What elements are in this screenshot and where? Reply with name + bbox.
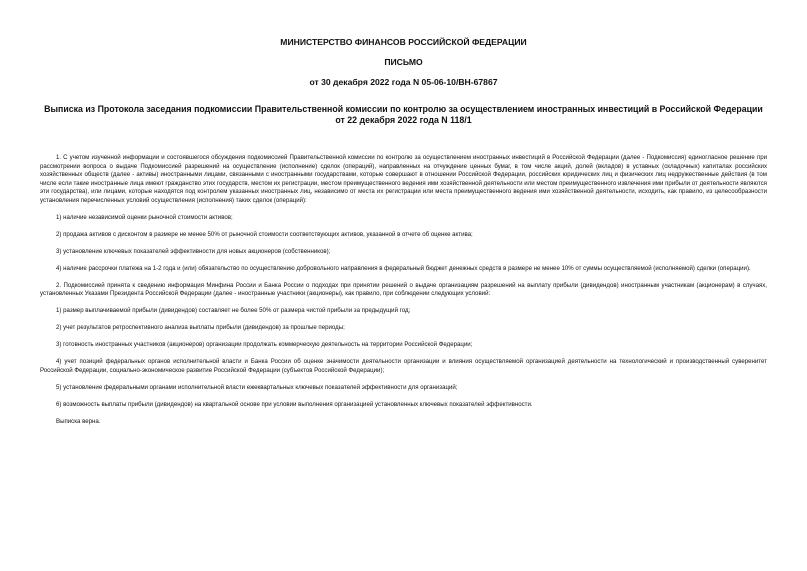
document-type: ПИСЬМО [384,57,423,67]
paragraph-2: 2. Подкомиссией принята к сведению информация Минфина России и Банка России о подходах при принятии решений о выдаче организациям разрешений на выплату прибыли (дивидендов) иностранным участникам (акционерам) в случаях, установленных Указами Президента Российской Федерации (далее - иностранные участники (акционеры), как правило, при соблюдении следующих условий: [40,281,767,298]
paragraph-1-item-2: 2) продажа активов с дисконтом в размере не менее 50% от рыночной стоимости соответствующих активов, указанной в отчете об оценке актива; [56,230,473,238]
document-date-number: от 30 декабря 2022 года N 05-06-10/ВН-67867 [309,77,498,87]
document-title-line-2: от 22 декабря 2022 года N 118/1 [335,115,472,125]
certification-note: Выписка верна. [56,417,101,425]
document-title [40,104,767,126]
paragraph-1-item-4: 4) наличие рассрочки платежа на 1-2 года и (или) обязательство по осуществлению добровольного направления в федеральный бюджет денежных средств в размере не менее 10% от суммы осуществляемой (исполняемой) сделки (операции). [56,264,751,272]
paragraph-1-item-1: 1) наличие независимой оценки рыночной стоимости активов; [56,213,233,221]
paragraph-1: 1. С учетом изученной информации и состоявшегося обсуждения подкомиссией Правительственной комиссии по контролю за осуществлением иностранных инвестиций в Российской Федерации (далее - Подкомиссия) единогласное решение при рассмотрении вопроса о выдаче Подкомиссией разрешений на осуществление (исполнение) сделок (операций), направленных на отчуждение ценных бумаг, в том числе акций, долей (вкладов) в уставных (складочных) капиталах российских хозяйственных обществ (далее - активы) иностранными лицами, связанными с иностранными государствами, которые совершают в отношении Российской Федерации, российских юридических лиц и физических лиц недружественные действия (в том числе если такие иностранные лица имеют гражданство этих государств, местом их регистрации, местом преимущественного ведения ими хозяйственной деятельности или местом преимущественного извлечения ими прибыли от деятельности являются эти государства), или лицами, которые находятся под контролем указанных иностранных лиц, независимо от места их регистрации или места преимущественного ведения ими хозяйственной деятельности, исходить, как правило, из целесообразности установления перечисленных условий осуществления (исполнения) таких сделок (операций): [40,154,767,204]
paragraph-2-item-1: 1) размер выплачиваемой прибыли (дивидендов) составляет не более 50% от размера чистой прибыли за предыдущий год; [56,307,411,315]
paragraph-2-item-3: 3) готовность иностранных участников (акционеров) организации продолжать коммерческую деятельность на территории Российской Федерации; [56,341,473,349]
paragraph-2-item-4: 4) учет позиций федеральных органов исполнительной власти и Банка России об оценке значимости деятельности организации и влияния осуществляемой организацией деятельности на технологический и производственный суверенитет Российской Федерации, социально-экономическое развитие Российской Федерации (субъектов Российской Федерации); [40,358,767,375]
ministry-name: МИНИСТЕРСТВО ФИНАНСОВ РОССИЙСКОЙ ФЕДЕРАЦИИ [280,37,527,47]
document-title-line-1: Выписка из Протокола заседания подкомиссии Правительственной комиссии по контролю за осуществлением иностранных инвестиций в Российской Федерации [44,104,763,114]
paragraph-1-item-3: 3) установление ключевых показателей эффективности для новых акционеров (собственников); [56,247,331,255]
paragraph-2-item-5: 5) установление федеральными органами исполнительной власти ежеквартальных ключевых показателей эффективности для организаций; [56,384,458,391]
paragraph-2-item-6: 6) возможность выплаты прибыли (дивидендов) на квартальной основе при условии выполнения организацией установленных ключевых показателей эффективности. [56,400,533,408]
paragraph-2-item-2: 2) учет результатов ретроспективного анализа выплаты прибыли (дивидендов) за прошлые периоды; [56,324,345,332]
document-body [40,154,767,435]
